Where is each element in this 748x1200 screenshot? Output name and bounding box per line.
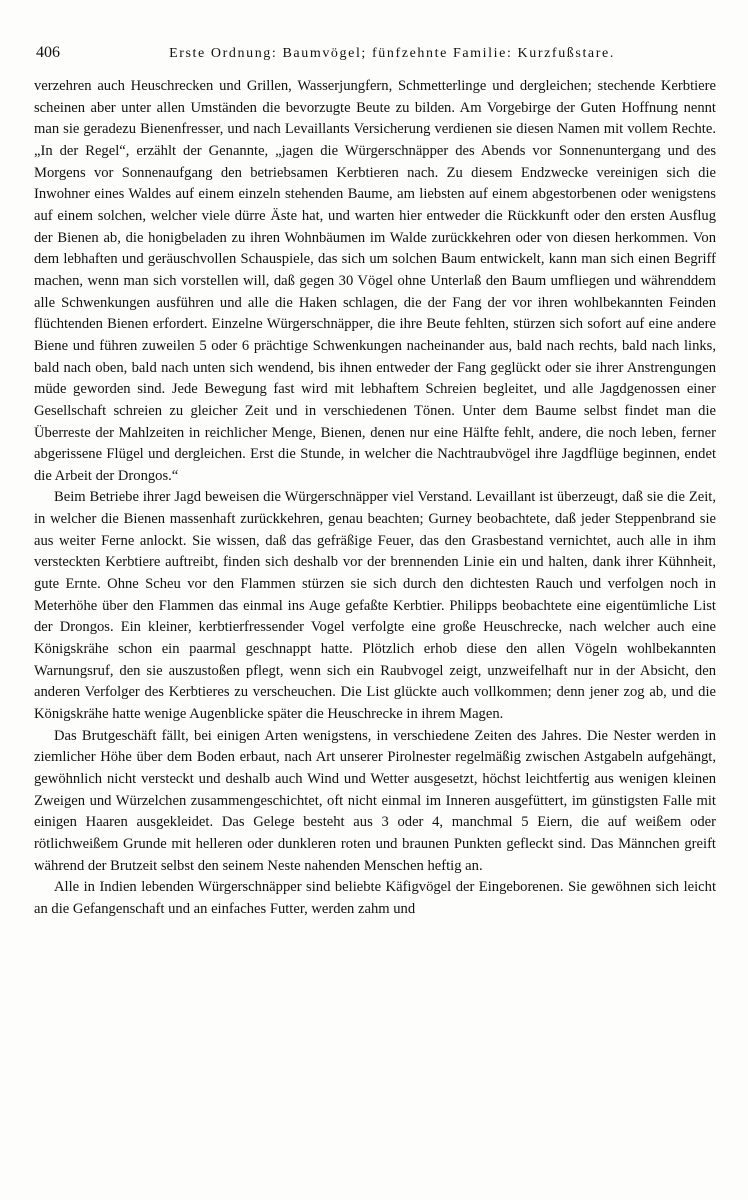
paragraph-breeding: Das Brutgeschäft fällt, bei einigen Arten wenigstens, in verschiedene Zeiten des Jahres. Die Nester werden in ziemlicher Höhe über dem Boden erbaut, nach Art unserer Pirolnester regelmäßig zwischen Astgabeln aufgehängt, gewöhnlich nicht versteckt und deshalb auch Wind und Wetter ausgesetzt, höchst leichtfertig aus wenigen kleinen Zweigen und Würzelchen zusammengeschichtet, oft nicht einmal im Inneren ausgefüttert, im günstigsten Falle mit einigen Haaren ausgekleidet. Das Gelege besteht aus 3 oder 4, manchmal 5 Eiern, die auf weißem oder rötlichweißem Grunde mit helleren oder dunkleren roten und braunen Punkten gefleckt sind. Das Männchen greift während der Brutzeit selbst den seinem Neste nahenden Menschen heftig an. [34, 727, 716, 874]
page-header [36, 44, 712, 68]
paragraph-cage-birds: Alle in Indien lebenden Würgerschnäpper sind beliebte Käfigvögel der Eingeborenen. Sie gewöhnen sich leicht an die Gefangenschaft und an einfaches Futter, werden zahm und [34, 879, 716, 917]
running-title: Erste Ordnung: Baumvögel; fünfzehnte Familie: Kurzfußstare. [169, 46, 615, 61]
page-number: 406 [36, 44, 60, 61]
paragraph-drongo-prey: verzehren auch Heuschrecken und Grillen, Wasserjungfern, Schmetterlinge und dergleichen; stechende Kerbtiere scheinen aber unter allen Umständen die bevorzugte Beute zu bilden. Am Vorgebirge der Guten Hoffnung nennt man sie geradezu Bienenfresser, und nach Levaillants Versicherung verdienen sie diesen Namen mit vollem Rechte. „In der Regel“, erzählt der Genannte, „jagen die Würgerschnäpper des Abends vor Sonnenuntergang und des Morgens vor Sonnenaufgang den betriebsamen Kerbtieren nach. Zu diesem Endzwecke vereinigen sich die Inwohner eines Waldes auf einem einzeln stehenden Baume, am liebsten auf einem abgestorbenen oder wenigstens auf einem solchen, welcher viele dürre Äste hat, und warten hier entweder die Rückkunft oder den ersten Ausflug der Bienen ab, die honigbeladen zu ihren Wohnbäumen im Walde zurückkehren oder von diesen herkommen. Von dem lebhaften und geräuschvollen Schauspiele, das sich um solchen Baum entwickelt, kann man sich einen Begriff machen, wenn man sich vorstellen will, daß gegen 30 Vögel ohne Unterlaß den Baum umfliegen und währenddem alle Schwenkungen ausführen und alle die Haken schlagen, die der Fang der vor ihren wohlbekannten Feinden flüchtenden Bienen erfordert. Einzelne Würgerschnäpper, die ihre Beute fehlten, stürzen sich sofort auf eine andere Biene und führen zuweilen 5 oder 6 prächtige Schwenkungen nacheinander aus, bald nach rechts, bald nach links, bald nach oben, bald nach unten sich wendend, bis ihnen entweder der Fang geglückt oder sie ihrer Anstrengungen müde geworden sind. Jede Bewegung fast wird mit lebhaftem Schreien begleitet, und alle Jagdgenossen einer Gesellschaft schreien zu gleicher Zeit und in verschiedenen Tönen. Unter dem Baume selbst findet man die Überreste der Mahlzeiten in reichlicher Menge, Bienen, denen nur eine Hälfte fehlt, andere, die noch leben, ferner abgerissene Flügel und dergleichen. Erst die Stunde, in welcher die Nachtraubvögel ihre Jagdflüge beginnen, endet die Arbeit der Drongos.“ [34, 78, 716, 484]
body-text [34, 76, 716, 921]
paragraph-hunting-intelligence: Beim Betriebe ihrer Jagd beweisen die Würgerschnäpper viel Verstand. Levaillant ist überzeugt, daß sie die Zeit, in welcher die Bienen massenhaft zurückkehren, genau beachten; Gurney beobachtete, daß jeder Steppenbrand sie aus weiter Ferne anlockt. Sie wissen, daß das gefräßige Feuer, das den Grasbestand vernichtet, auch alle in ihm versteckten Kerbtiere auftreibt, finden sich deshalb vor der brennenden Linie ein und halten, dank ihrer Kühnheit, gute Ernte. Ohne Scheu vor den Flammen stürzen sie sich durch den dichtesten Rauch und verfolgen noch in Meterhöhe über den Flammen das einmal ins Auge gefaßte Kerbtier. Philipps beobachtete eine eigentümliche List der Drongos. Ein kleiner, kerbtierfressender Vogel verfolgte eine große Heuschrecke, nach welcher auch eine Königskrähe schon ein paarmal geschnappt hatte. Plötzlich erhob diese den allen Vögeln wohlbekannten Warnungsruf, den sie auszustoßen pflegt, wenn sich ein Raubvogel zeigt, unzweifelhaft nur in der Absicht, den anderen Verfolger des Kerbtieres zu verscheuchen. Die List glückte auch vollkommen; denn jener zog ab, und die Königskrähe hatte wenige Augenblicke später die Heuschrecke in ihrem Magen. [34, 489, 716, 723]
